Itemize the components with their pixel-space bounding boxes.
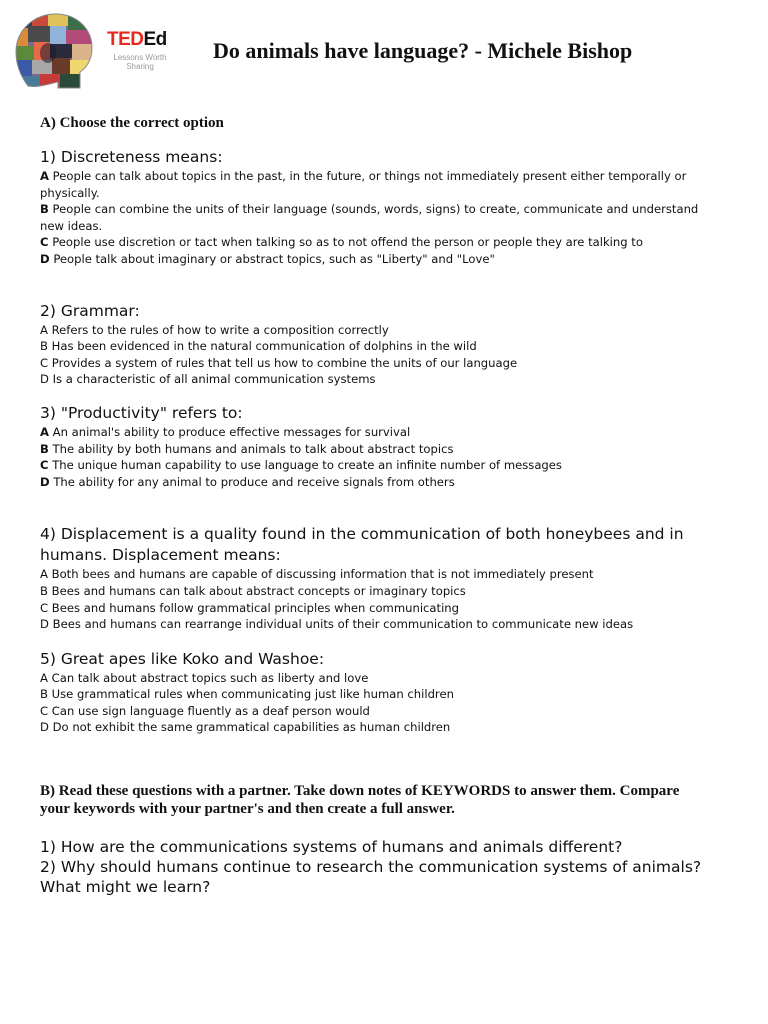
- option-text: Provides a system of rules that tell us how to combine the units of our language: [51, 355, 518, 370]
- option-text: Bees and humans can rearrange individual units of their communication to communicate new ideas: [52, 617, 634, 632]
- option-letter: D: [40, 720, 49, 735]
- question-1-title: 1) Discreteness means:: [40, 148, 223, 166]
- question-3-option-a[interactable]: [40, 424, 705, 441]
- question-5: [40, 649, 705, 736]
- option-letter: C: [40, 355, 49, 370]
- option-letter: A: [40, 670, 48, 685]
- option-text: The unique human capability to use language to create an infinite number of messages: [52, 458, 562, 473]
- option-letter: B: [40, 339, 48, 354]
- option-text: People use discretion or tact when talking so as to not offend the person or people they are talking to: [52, 235, 643, 250]
- option-text: The ability by both humans and animals to talk about abstract topics: [52, 441, 454, 456]
- question-5-option-a[interactable]: [40, 670, 705, 687]
- option-letter: B: [40, 687, 48, 702]
- option-text: Both bees and humans are capable of discussing information that is not immediately present: [51, 567, 594, 582]
- option-letter: B: [40, 441, 49, 456]
- document-title: Do animals have language? - Michele Bishop: [213, 38, 633, 63]
- question-2-option-a[interactable]: [40, 322, 705, 339]
- question-5-option-d[interactable]: [40, 719, 705, 736]
- page-header: [0, 0, 768, 100]
- question-1-option-a[interactable]: [40, 168, 705, 201]
- option-text: Is a characteristic of all animal communication systems: [52, 372, 376, 387]
- worksheet-content: [40, 114, 705, 897]
- question-2-option-b[interactable]: [40, 338, 705, 355]
- option-text: People talk about imaginary or abstract topics, such as "Liberty" and "Love": [53, 251, 495, 266]
- option-letter: A: [40, 567, 48, 582]
- option-text: An animal's ability to produce effective messages for survival: [52, 424, 411, 439]
- question-2-option-d[interactable]: [40, 371, 705, 388]
- teded-wordmark: [107, 30, 187, 50]
- question-1-option-d[interactable]: [40, 251, 705, 268]
- option-letter: A: [40, 169, 49, 183]
- option-text: People can talk about topics in the past, in the future, or things not immediately present either temporally or physically.: [40, 169, 687, 200]
- option-text: The ability for any animal to produce and receive signals from others: [53, 474, 455, 489]
- ed-wordmark: Ed: [143, 29, 167, 50]
- section-b-questions: [40, 837, 705, 897]
- option-letter: A: [40, 424, 49, 439]
- option-text: Bees and humans can talk about abstract concepts or imaginary topics: [51, 583, 466, 598]
- question-3-title: 3) "Productivity" refers to:: [40, 403, 243, 422]
- question-4-option-b[interactable]: [40, 583, 705, 600]
- option-letter: A: [40, 322, 48, 337]
- option-text: Can use sign language fluently as a deaf person would: [51, 703, 370, 718]
- question-1-option-c[interactable]: [40, 234, 705, 251]
- question-4-option-a[interactable]: [40, 566, 705, 583]
- teded-tagline: Lessons Worth Sharing: [113, 53, 167, 71]
- option-letter: D: [40, 372, 49, 387]
- option-text: Refers to the rules of how to write a composition correctly: [51, 322, 389, 337]
- question-3-option-c[interactable]: [40, 457, 705, 474]
- option-text: Can talk about abstract topics such as liberty and love: [51, 670, 369, 685]
- question-1-option-b[interactable]: [40, 201, 705, 234]
- question-4-title: 4) Displacement is a quality found in the communication of both honeybees and in humans. Displacement means:: [40, 525, 684, 565]
- question-4-option-c[interactable]: [40, 600, 705, 617]
- option-letter: B: [40, 583, 48, 598]
- ted-wordmark: TED: [107, 29, 144, 50]
- discussion-question-1: 1) How are the communications systems of humans and animals different?: [40, 838, 623, 857]
- option-letter: C: [40, 703, 49, 718]
- question-3-option-d[interactable]: [40, 474, 705, 491]
- question-3: [40, 403, 705, 490]
- option-text: Bees and humans follow grammatical principles when communicating: [51, 600, 460, 615]
- option-text: People can combine the units of their language (sounds, words, signs) to create, communicate and understand new ideas.: [40, 202, 699, 233]
- discussion-question-2: 2) Why should humans continue to research the communication systems of animals? What might we learn?: [40, 858, 702, 897]
- option-text: Do not exhibit the same grammatical capabilities as human children: [52, 720, 451, 735]
- question-5-option-c[interactable]: [40, 703, 705, 720]
- option-letter: B: [40, 202, 49, 217]
- question-5-title: 5) Great apes like Koko and Washoe:: [40, 649, 325, 668]
- option-letter: C: [40, 458, 49, 473]
- question-2-option-c[interactable]: [40, 355, 705, 372]
- question-3-option-b[interactable]: [40, 441, 705, 458]
- section-b-heading: B) Read these questions with a partner. Take down notes of KEYWORDS to answer them. Compare your keywords with your partner's and then create a full answer.: [40, 783, 680, 818]
- option-letter: C: [40, 235, 49, 250]
- question-4: [40, 524, 705, 632]
- question-2: [40, 301, 705, 388]
- section-a-heading: A) Choose the correct option: [40, 115, 224, 131]
- option-text: Use grammatical rules when communicating just like human children: [51, 687, 454, 702]
- head-collage-logo: [8, 8, 98, 98]
- question-1: [40, 147, 705, 268]
- question-4-option-d[interactable]: [40, 616, 705, 633]
- option-letter: D: [40, 617, 49, 632]
- option-letter: D: [40, 474, 50, 489]
- teded-logo: [107, 30, 187, 71]
- option-text: Has been evidenced in the natural communication of dolphins in the wild: [51, 339, 477, 354]
- question-2-title: 2) Grammar:: [40, 301, 140, 320]
- option-letter: D: [40, 251, 50, 266]
- option-letter: C: [40, 600, 49, 615]
- question-5-option-b[interactable]: [40, 686, 705, 703]
